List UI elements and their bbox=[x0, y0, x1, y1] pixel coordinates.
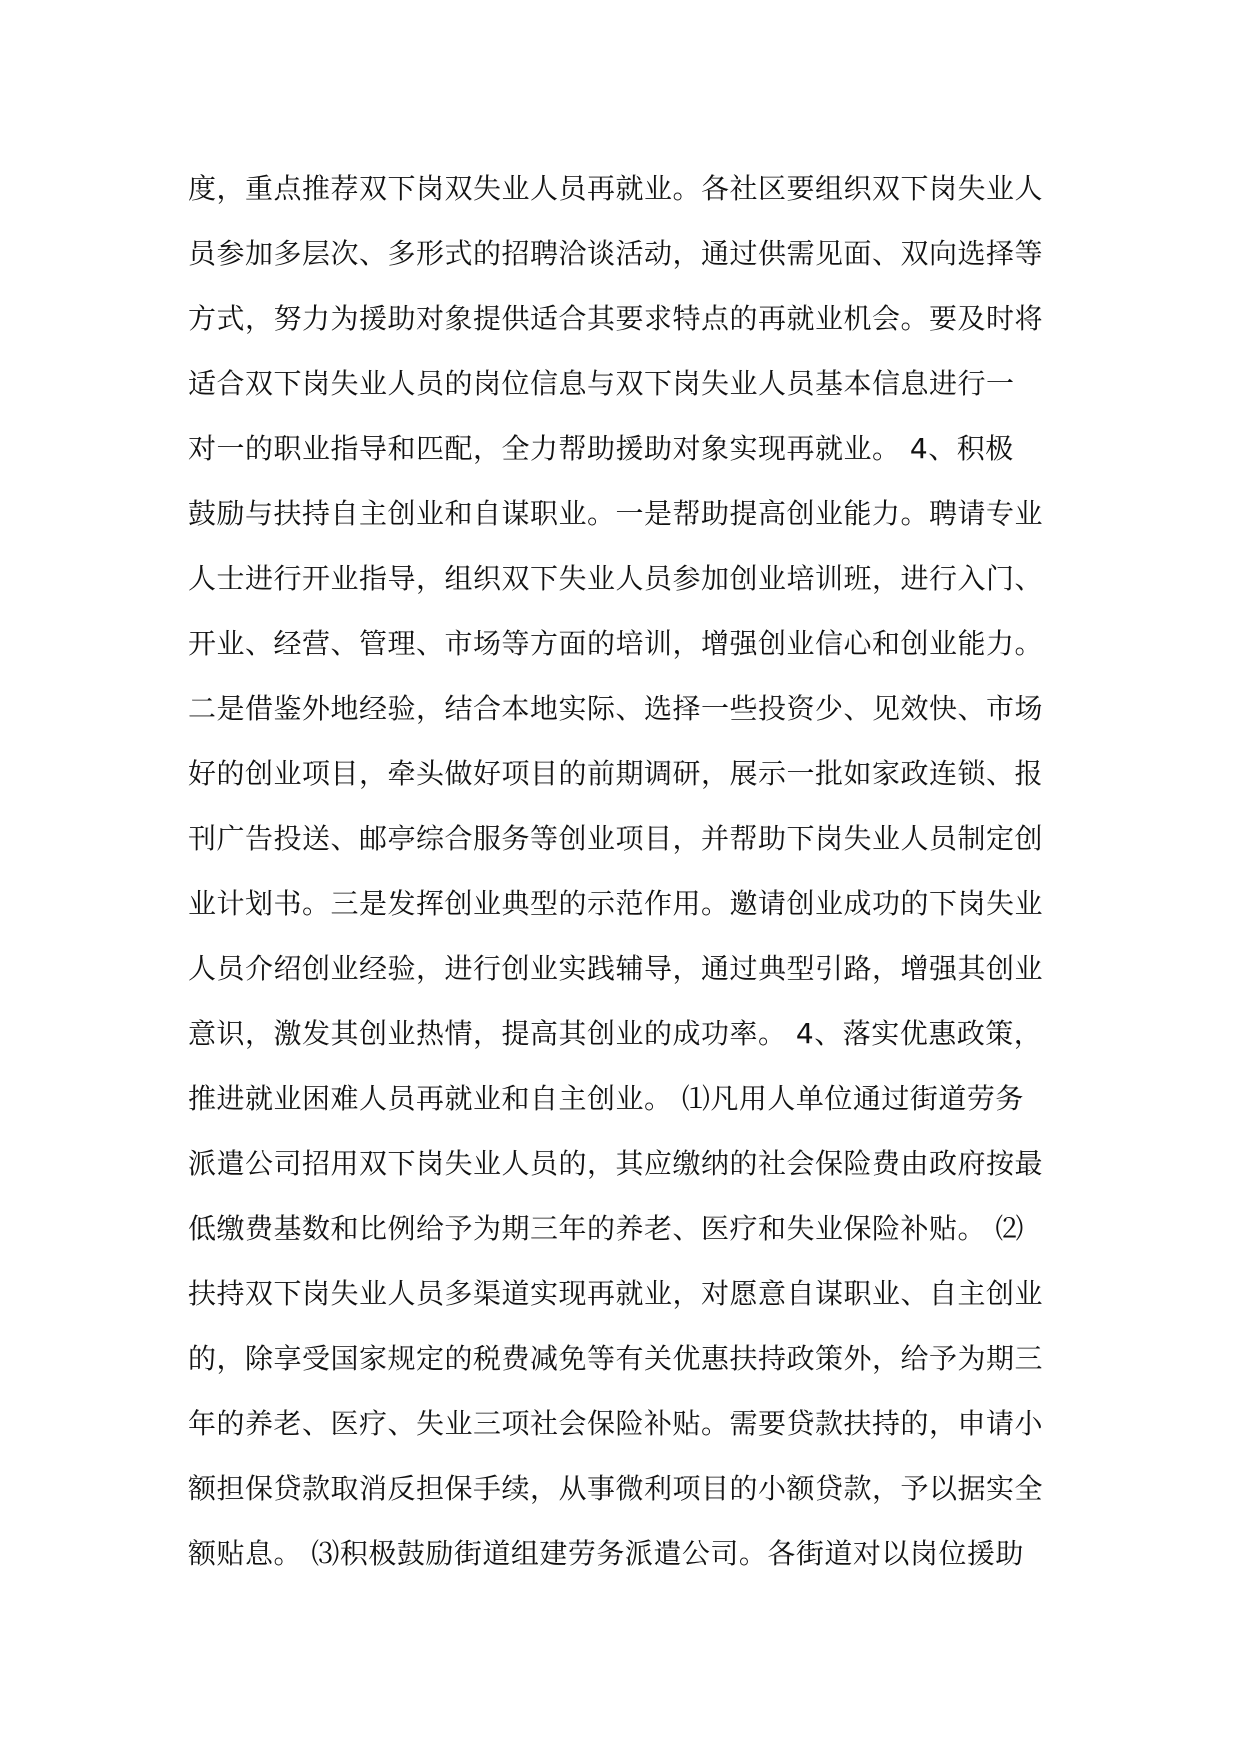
text-line: 二是借鉴外地经验，结合本地实际、选择一些投资少、见效快、市场 bbox=[188, 692, 1044, 725]
text-line: 对一的职业指导和匹配，全力帮助援助对象实现再就业。 4、积极 bbox=[188, 432, 1014, 465]
text-line: 度，重点推荐双下岗双失业人员再就业。各社区要组织双下岗失业人 bbox=[188, 172, 1044, 205]
body-text bbox=[188, 156, 1088, 1586]
text-line: 的，除享受国家规定的税费减免等有关优惠扶持政策外，给予为期三 bbox=[188, 1342, 1044, 1375]
text-line: 适合双下岗失业人员的岗位信息与双下岗失业人员基本信息进行一 bbox=[188, 367, 1015, 400]
text-line: 扶持双下岗失业人员多渠道实现再就业，对愿意自谋职业、自主创业 bbox=[188, 1277, 1044, 1310]
text-line: 人士进行开业指导，组织双下失业人员参加创业培训班，进行入门、 bbox=[188, 562, 1044, 595]
text-line: 业计划书。三是发挥创业典型的示范作用。邀请创业成功的下岗失业 bbox=[188, 887, 1044, 920]
text-line: 年的养老、医疗、失业三项社会保险补贴。需要贷款扶持的，申请小 bbox=[188, 1407, 1044, 1440]
text-line: 额贴息。 ⑶积极鼓励街道组建劳务派遣公司。各街道对以岗位援助 bbox=[188, 1537, 1024, 1570]
text-line: 人员介绍创业经验，进行创业实践辅导，通过典型引路，增强其创业 bbox=[188, 952, 1044, 985]
text-line: 方式，努力为援助对象提供适合其要求特点的再就业机会。要及时将 bbox=[188, 302, 1044, 335]
text-line: 低缴费基数和比例给予为期三年的养老、医疗和失业保险补贴。 ⑵ bbox=[188, 1212, 1024, 1245]
text-line: 好的创业项目，牵头做好项目的前期调研，展示一批如家政连锁、报 bbox=[188, 757, 1044, 790]
text-line: 鼓励与扶持自主创业和自谋职业。一是帮助提高创业能力。聘请专业 bbox=[188, 497, 1044, 530]
text-line: 意识，激发其创业热情，提高其创业的成功率。 4、落实优惠政策， bbox=[188, 1017, 1043, 1050]
text-line: 员参加多层次、多形式的招聘洽谈活动，通过供需见面、双向选择等 bbox=[188, 237, 1044, 270]
text-line: 开业、经营、管理、市场等方面的培训，增强创业信心和创业能力。 bbox=[188, 627, 1044, 660]
text-line: 推进就业困难人员再就业和自主创业。 ⑴凡用人单位通过街道劳务 bbox=[188, 1082, 1024, 1115]
text-line: 额担保贷款取消反担保手续，从事微利项目的小额贷款，予以据实全 bbox=[188, 1472, 1044, 1505]
text-line: 派遣公司招用双下岗失业人员的，其应缴纳的社会保险费由政府按最 bbox=[188, 1147, 1044, 1180]
text-line: 刊广告投送、邮亭综合服务等创业项目，并帮助下岗失业人员制定创 bbox=[188, 822, 1044, 855]
